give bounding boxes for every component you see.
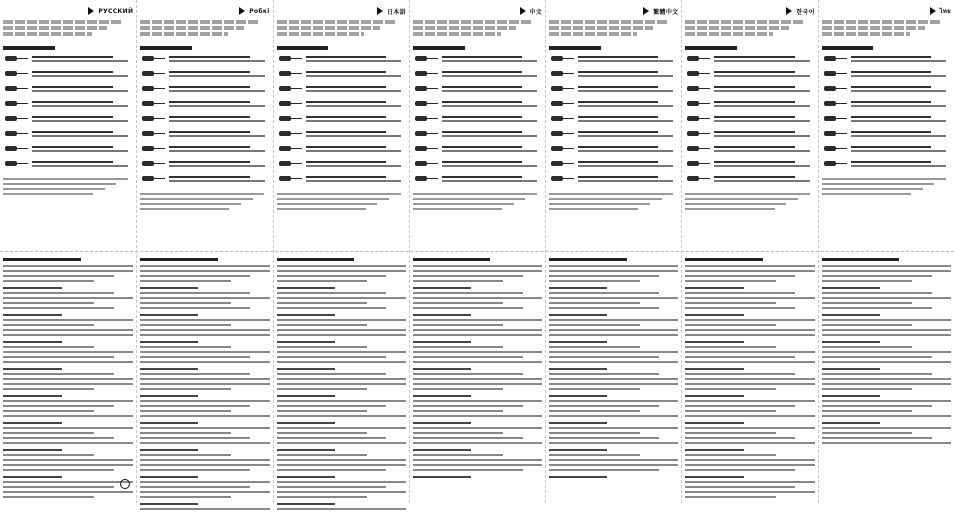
cable-icon — [549, 54, 575, 64]
item-description — [306, 176, 406, 182]
list-item — [3, 83, 133, 95]
list-item — [685, 158, 814, 170]
list-item — [549, 128, 678, 140]
item-description — [169, 161, 269, 167]
cable-icon — [685, 114, 711, 124]
list-item — [549, 83, 678, 95]
language-label: 繁體中文 — [653, 8, 679, 16]
language-label: ไทย — [939, 8, 951, 15]
intro-paragraph — [549, 20, 678, 36]
list-item — [822, 83, 951, 95]
language-label: 日本語 — [386, 8, 406, 16]
cable-icon — [3, 159, 29, 169]
section-title — [277, 258, 355, 261]
cable-icon — [549, 84, 575, 94]
cable-icon — [822, 84, 848, 94]
language-column-th — [818, 0, 954, 503]
package-contents-list — [685, 53, 814, 185]
text-line — [3, 32, 92, 36]
list-item — [3, 113, 133, 125]
item-description — [578, 161, 678, 167]
cable-icon — [413, 159, 439, 169]
cable-icon — [685, 159, 711, 169]
section-title — [413, 258, 491, 261]
package-contents-list — [3, 53, 133, 170]
item-description — [442, 131, 542, 137]
list-item — [822, 143, 951, 155]
item-description — [32, 71, 133, 77]
list-item — [3, 53, 133, 65]
cable-icon — [140, 84, 166, 94]
cable-icon — [822, 114, 848, 124]
cable-icon — [140, 99, 166, 109]
item-description — [578, 71, 678, 77]
list-item — [685, 128, 814, 140]
list-item — [140, 68, 269, 80]
cable-icon — [685, 54, 711, 64]
item-description — [169, 56, 269, 62]
item-description — [306, 71, 406, 77]
item-description — [714, 101, 814, 107]
cable-icon — [3, 99, 29, 109]
cable-icon — [549, 69, 575, 79]
list-item — [277, 83, 406, 95]
package-contents-heading — [413, 46, 465, 50]
list-item — [822, 113, 951, 125]
text-line — [549, 32, 637, 36]
text-line — [549, 20, 668, 24]
item-description — [169, 146, 269, 152]
list-item — [277, 173, 406, 185]
cable-icon — [549, 174, 575, 184]
package-contents-list — [822, 53, 951, 170]
footnote — [549, 193, 678, 210]
list-item — [277, 98, 406, 110]
item-description — [306, 131, 406, 137]
list-item — [3, 143, 133, 155]
package-contents-heading — [685, 46, 737, 50]
cable-icon — [685, 69, 711, 79]
list-item — [549, 158, 678, 170]
item-description — [714, 146, 814, 152]
triangle-marker-icon — [520, 7, 526, 15]
footnote — [413, 193, 542, 210]
cable-icon — [140, 159, 166, 169]
cable-icon — [413, 174, 439, 184]
language-header — [822, 4, 951, 18]
list-item — [685, 143, 814, 155]
triangle-marker-icon — [377, 7, 383, 15]
safety-and-warranty-text — [413, 258, 542, 481]
language-label: РУССКИЙ — [98, 7, 134, 15]
list-item — [413, 143, 542, 155]
language-label: 中文 — [529, 8, 543, 16]
cable-icon — [413, 69, 439, 79]
item-description — [442, 116, 542, 122]
list-item — [685, 98, 814, 110]
list-item — [413, 158, 542, 170]
language-column-zh — [409, 0, 545, 503]
text-line — [413, 26, 516, 30]
list-item — [822, 158, 951, 170]
item-description — [32, 101, 133, 107]
cable-icon — [140, 144, 166, 154]
item-description — [442, 176, 542, 182]
item-description — [851, 131, 951, 137]
cable-icon — [685, 144, 711, 154]
list-item — [140, 53, 269, 65]
item-description — [306, 146, 406, 152]
cable-icon — [277, 69, 303, 79]
cable-icon — [549, 129, 575, 139]
item-description — [442, 56, 542, 62]
cable-icon — [277, 174, 303, 184]
text-line — [277, 26, 380, 30]
list-item — [277, 68, 406, 80]
footnote — [277, 193, 406, 210]
item-description — [32, 161, 133, 167]
cable-icon — [549, 99, 575, 109]
cable-icon — [549, 114, 575, 124]
item-description — [851, 161, 951, 167]
item-description — [169, 131, 269, 137]
text-line — [685, 20, 804, 24]
item-description — [714, 116, 814, 122]
cable-icon — [277, 99, 303, 109]
footnote — [685, 193, 814, 210]
list-item — [3, 98, 133, 110]
list-item — [822, 98, 951, 110]
list-item — [140, 98, 269, 110]
cable-icon — [140, 54, 166, 64]
cable-icon — [140, 129, 166, 139]
item-description — [306, 116, 406, 122]
item-description — [851, 101, 951, 107]
list-item — [549, 173, 678, 185]
language-column-uk — [136, 0, 272, 503]
list-item — [413, 98, 542, 110]
list-item — [3, 128, 133, 140]
cable-icon — [140, 114, 166, 124]
list-item — [413, 68, 542, 80]
text-line — [413, 20, 532, 24]
cable-icon — [277, 114, 303, 124]
language-header — [140, 4, 269, 18]
section-title — [140, 258, 218, 261]
list-item — [277, 158, 406, 170]
item-description — [169, 71, 269, 77]
list-item — [140, 113, 269, 125]
cable-icon — [413, 99, 439, 109]
list-item — [277, 53, 406, 65]
text-line — [140, 20, 259, 24]
cable-icon — [413, 114, 439, 124]
item-description — [306, 101, 406, 107]
package-contents-heading — [3, 46, 55, 50]
cable-icon — [413, 54, 439, 64]
cable-icon — [685, 129, 711, 139]
item-description — [714, 56, 814, 62]
safety-and-warranty-text — [685, 258, 814, 501]
list-item — [413, 128, 542, 140]
item-description — [442, 71, 542, 77]
package-contents-heading — [277, 46, 329, 50]
list-item — [685, 53, 814, 65]
intro-paragraph — [277, 20, 406, 36]
text-line — [277, 20, 396, 24]
language-column-zh-tw — [545, 0, 681, 503]
language-label: Pобкі — [249, 7, 270, 15]
cable-icon — [549, 159, 575, 169]
triangle-marker-icon — [88, 7, 94, 15]
cable-icon — [277, 84, 303, 94]
triangle-marker-icon — [239, 7, 245, 15]
list-item — [549, 143, 678, 155]
cable-icon — [277, 54, 303, 64]
list-item — [140, 158, 269, 170]
package-contents-list — [140, 53, 269, 185]
cable-icon — [3, 69, 29, 79]
list-item — [140, 173, 269, 185]
cable-icon — [685, 174, 711, 184]
text-line — [549, 26, 652, 30]
item-description — [32, 86, 133, 92]
list-item — [685, 113, 814, 125]
cable-icon — [822, 69, 848, 79]
item-description — [851, 146, 951, 152]
language-header — [277, 4, 406, 18]
cable-icon — [140, 69, 166, 79]
text-line — [822, 26, 925, 30]
cable-icon — [3, 84, 29, 94]
intro-paragraph — [140, 20, 269, 36]
text-line — [685, 32, 773, 36]
text-line — [140, 26, 243, 30]
item-description — [714, 86, 814, 92]
intro-paragraph — [685, 20, 814, 36]
intro-paragraph — [822, 20, 951, 36]
item-description — [851, 86, 951, 92]
language-header — [549, 4, 678, 18]
section-title — [822, 258, 900, 261]
text-line — [413, 32, 501, 36]
list-item — [822, 68, 951, 80]
item-description — [169, 86, 269, 92]
cable-icon — [822, 99, 848, 109]
section-title — [549, 258, 627, 261]
text-line — [822, 32, 910, 36]
cable-icon — [822, 144, 848, 154]
cable-icon — [140, 174, 166, 184]
item-description — [714, 176, 814, 182]
language-column-ru — [0, 0, 136, 503]
cable-icon — [549, 144, 575, 154]
item-description — [32, 146, 133, 152]
text-line — [685, 26, 788, 30]
cable-icon — [413, 84, 439, 94]
list-item — [413, 53, 542, 65]
item-description — [851, 56, 951, 62]
text-line — [3, 20, 123, 24]
list-item — [277, 128, 406, 140]
list-item — [685, 83, 814, 95]
cable-icon — [413, 129, 439, 139]
item-description — [306, 86, 406, 92]
safety-and-warranty-text — [3, 258, 133, 501]
list-item — [685, 68, 814, 80]
item-description — [578, 176, 678, 182]
list-item — [140, 143, 269, 155]
item-description — [714, 71, 814, 77]
triangle-marker-icon — [930, 7, 936, 15]
safety-and-warranty-text — [822, 258, 951, 447]
cable-icon — [3, 54, 29, 64]
list-item — [822, 53, 951, 65]
package-contents-list — [549, 53, 678, 185]
cable-icon — [685, 99, 711, 109]
intro-paragraph — [413, 20, 542, 36]
list-item — [549, 98, 678, 110]
safety-and-warranty-text — [140, 258, 269, 513]
section-title — [3, 258, 81, 261]
cable-icon — [3, 129, 29, 139]
item-description — [578, 86, 678, 92]
language-label: 한국어 — [796, 8, 815, 16]
list-item — [140, 128, 269, 140]
item-description — [442, 161, 542, 167]
language-column-ko — [681, 0, 817, 503]
item-description — [578, 101, 678, 107]
item-description — [578, 146, 678, 152]
list-item — [413, 113, 542, 125]
item-description — [714, 131, 814, 137]
item-description — [32, 131, 133, 137]
text-line — [277, 32, 365, 36]
item-description — [169, 101, 269, 107]
cable-icon — [277, 129, 303, 139]
safety-and-warranty-text — [277, 258, 406, 513]
cable-icon — [685, 84, 711, 94]
cable-icon — [277, 159, 303, 169]
list-item — [549, 113, 678, 125]
list-item — [549, 53, 678, 65]
item-description — [578, 116, 678, 122]
footnote — [822, 178, 951, 195]
item-description — [578, 56, 678, 62]
item-description — [442, 86, 542, 92]
package-contents-heading — [549, 46, 601, 50]
item-description — [851, 71, 951, 77]
package-contents-list — [413, 53, 542, 185]
footnote — [3, 178, 133, 195]
triangle-marker-icon — [786, 7, 792, 15]
package-contents-list — [277, 53, 406, 185]
item-description — [32, 116, 133, 122]
cable-icon — [413, 144, 439, 154]
list-item — [140, 83, 269, 95]
language-column-ja — [273, 0, 409, 503]
item-description — [442, 146, 542, 152]
list-item — [822, 128, 951, 140]
text-line — [140, 32, 228, 36]
language-header — [3, 4, 133, 18]
item-description — [714, 161, 814, 167]
list-item — [3, 158, 133, 170]
item-description — [442, 101, 542, 107]
item-description — [169, 176, 269, 182]
list-item — [3, 68, 133, 80]
item-description — [306, 56, 406, 62]
cable-icon — [277, 144, 303, 154]
cable-icon — [822, 54, 848, 64]
safety-and-warranty-text — [549, 258, 678, 481]
cable-icon — [3, 114, 29, 124]
section-title — [685, 258, 763, 261]
language-header — [413, 4, 542, 18]
package-contents-heading — [140, 46, 192, 50]
cable-icon — [3, 144, 29, 154]
list-item — [413, 83, 542, 95]
item-description — [306, 161, 406, 167]
list-item — [685, 173, 814, 185]
item-description — [578, 131, 678, 137]
triangle-marker-icon — [643, 7, 649, 15]
item-description — [32, 56, 133, 62]
item-description — [851, 116, 951, 122]
footnote — [140, 193, 269, 210]
item-description — [169, 116, 269, 122]
language-header — [685, 4, 814, 18]
text-line — [822, 20, 941, 24]
intro-paragraph — [3, 20, 133, 36]
list-item — [277, 143, 406, 155]
list-item — [413, 173, 542, 185]
cable-icon — [822, 129, 848, 139]
list-item — [277, 113, 406, 125]
list-item — [549, 68, 678, 80]
text-line — [3, 26, 107, 30]
package-contents-heading — [822, 46, 874, 50]
cable-icon — [822, 159, 848, 169]
